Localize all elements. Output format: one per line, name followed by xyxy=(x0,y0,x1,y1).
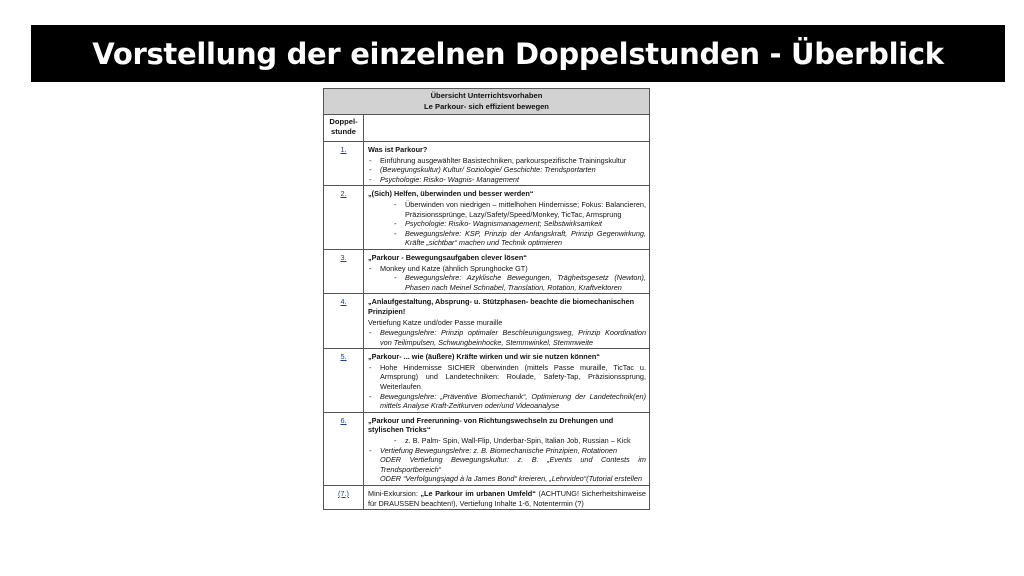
row-number-link[interactable]: 6. xyxy=(324,412,364,485)
list-item: - Psychologie: Risiko- Wagnismanagement; Selbstwirksamkeit xyxy=(368,219,646,229)
excursion-label: Mini-Exkursion: xyxy=(368,489,421,498)
row-heading: „Parkour und Freerunning- von Richtungswechseln zu Drehungen und stylischen Tricks“ xyxy=(368,415,614,435)
row-content xyxy=(364,142,650,186)
list-item: - Einführung ausgewählter Basistechniken, parkourspezifische Trainingskultur xyxy=(368,156,646,166)
list-item: - Monkey und Katze (ähnlich Sprunghocke GT) xyxy=(368,264,646,274)
row-number-link[interactable]: 4. xyxy=(324,294,364,349)
excursion-title: „Le Parkour im urbanen Umfeld“ xyxy=(420,489,536,498)
list-item: ODER Vertiefung Bewegungskultur: z. B. „Events und Contests im Trendsportbereich“ xyxy=(380,455,646,474)
column-header-row xyxy=(324,115,650,142)
row-content xyxy=(364,412,650,485)
table-header-title: Übersicht Unterrichtsvorhaben xyxy=(430,91,543,100)
list-item: - Überwinden von niedrigen – mittelhohen Hindernisse; Fokus: Balancieren, Präzisionssprünge, Lazy/Safety/Speed/Monkey, TicTac, Armsprung xyxy=(368,200,646,219)
column-header-line2: stunde xyxy=(331,126,356,136)
row-number-link[interactable]: 3. xyxy=(324,249,364,293)
table-row xyxy=(324,486,650,510)
table-header xyxy=(324,89,650,115)
list-item: - (Bewegungskultur) Kultur/ Soziologie/ Geschichte: Trendsportarten xyxy=(368,165,646,175)
table-row xyxy=(324,142,650,186)
list-item: - Vertiefung Bewegungslehre: z. B. Biomechanische Prinzipien, Rotationen xyxy=(368,446,646,456)
list-item: ODER “Verfolgungsjagd à la James Bond“ kreieren, „Lehrvideo“(Tutorial erstellen xyxy=(380,474,642,484)
row-number-link[interactable]: 2. xyxy=(324,186,364,250)
row-content xyxy=(364,249,650,293)
list-item: - Bewegungslehre: Azyklische Bewegungen, Trägheitsgesetz (Newton), Phasen nach Meinel Schnabel, Translation, Rotation, Kraftvektoren xyxy=(368,273,646,292)
table-row xyxy=(324,412,650,485)
row-content xyxy=(364,486,650,510)
slide-title: Vorstellung der einzelnen Doppelstunden - Überblick xyxy=(31,25,1005,82)
excursion-details: (ACHTUNG! Sicherheitshinweise für DRAUSSEN beachten!), Vertiefung Inhalte 1-6, Notentermin (?) xyxy=(368,489,646,508)
row-heading: „Parkour- ... wie (äußere) Kräfte wirken und wir sie nutzen können“ xyxy=(368,352,600,362)
row-heading: „Anlaufgestaltung, Absprung- u. Stützphasen- beachte die biomechanischen Prinzipien! xyxy=(368,297,635,316)
column-header-empty xyxy=(364,115,650,142)
column-header-line1: Doppel- xyxy=(329,117,358,126)
lesson-overview-document xyxy=(323,88,649,510)
row-content xyxy=(364,349,650,413)
row-number-link[interactable]: (7.) xyxy=(324,486,364,510)
list-item: - Hohe Hindernisse SICHER überwinden (mittels Passe muraille, TicTac u. Armsprung) und Landetechniken: Roulade, Safety-Tap, Präzisionssprung, Weiterlaufen xyxy=(368,363,646,392)
list-item: - Bewegungslehre: Prinzip optimaler Beschleunigungsweg, Prinzip Koordination von Teilimpulsen, Schwungbeinhocke, Stemmwinkel, Stemmweite xyxy=(368,328,646,347)
list-item: - Psychologie: Risiko- Wagnis- Management xyxy=(368,175,646,185)
table-row xyxy=(324,186,650,250)
row-number-link[interactable]: 1. xyxy=(324,142,364,186)
row-heading: Was ist Parkour? xyxy=(368,145,428,154)
row-heading: „(Sich) Helfen, überwinden und besser werden“ xyxy=(368,189,534,199)
row-content xyxy=(364,186,650,250)
column-header-doppelstunde xyxy=(324,115,364,142)
row-number-link[interactable]: 5. xyxy=(324,349,364,413)
list-item: - Bewegungslehre: KSP, Prinzip der Anfangskraft, Prinzip Gegenwirkung, Kräfte „sichtbar“ machen und Technik optimieren xyxy=(368,229,646,248)
row-content xyxy=(364,294,650,349)
table-header-row xyxy=(324,89,650,115)
list-item: - Bewegungslehre: „Präventive Biomechanik“, Optimierung der Landetechnik(en) mittels Analyse Kraft-Zeitkurven oder/und Videoanalyse xyxy=(368,392,646,411)
table-row xyxy=(324,249,650,293)
table-row xyxy=(324,294,650,349)
table-header-subtitle: Le Parkour- sich effizient bewegen xyxy=(424,101,549,111)
list-item: - z. B. Palm- Spin, Wall-Flip, Underbar-Spin, Italian Job, Russian – Kick xyxy=(368,436,646,446)
row-heading: „Parkour - Bewegungsaufgaben clever lösen“ xyxy=(368,252,527,262)
table-row xyxy=(324,349,650,413)
overview-table xyxy=(323,88,650,510)
row-text: Vertiefung Katze und/oder Passe muraille xyxy=(368,317,503,327)
